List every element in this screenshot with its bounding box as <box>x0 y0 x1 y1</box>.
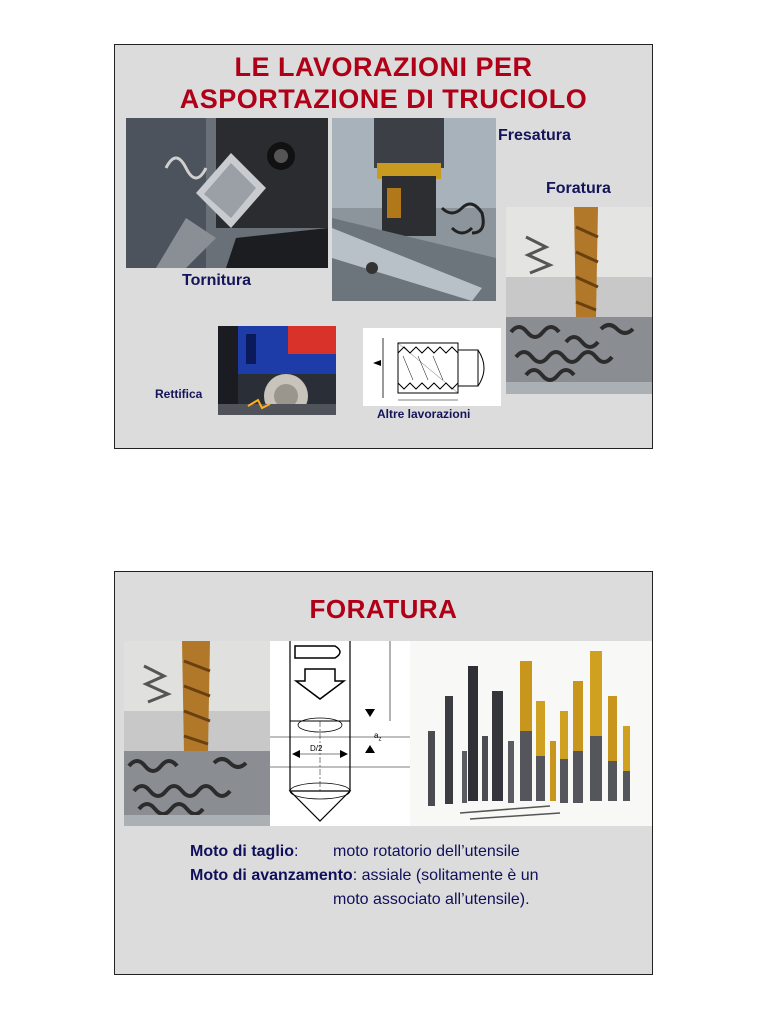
tornitura-label: Tornitura <box>182 272 252 289</box>
diagram-label-az <box>374 731 381 743</box>
diagram-label-a-sub: z <box>378 736 382 743</box>
slide-foratura <box>114 571 653 975</box>
slide-lavorazioni <box>114 44 653 449</box>
fresatura-label: Fresatura <box>498 127 571 144</box>
drill-bits-photo <box>410 641 653 826</box>
foratura-photo <box>506 207 653 394</box>
diagram-label-a: a <box>374 731 379 740</box>
moto-taglio-term: Moto di taglio <box>190 843 294 860</box>
slide1-title-line2: ASPORTAZIONE DI TRUCIOLO <box>179 84 588 114</box>
moto-taglio-sep: : <box>293 843 299 860</box>
moto-avanzamento-desc2: moto associato all’utensile). <box>333 891 530 908</box>
diagram-label-d2: D/2 <box>310 744 323 753</box>
drill-schematic <box>270 641 410 826</box>
moto-avanzamento-row <box>190 864 539 888</box>
rettifica-photo <box>218 326 336 415</box>
slide1-title-line1: LE LAVORAZIONI PER <box>234 52 533 82</box>
moto-taglio-row <box>190 840 298 864</box>
foratura-label: Foratura <box>546 180 611 197</box>
moto-avanzamento-term: Moto di avanzamento <box>190 867 353 884</box>
moto-avanzamento-sep: : <box>352 867 358 884</box>
moto-avanzamento-desc: assiale (solitamente è un <box>357 867 539 884</box>
moto-taglio-desc: moto rotatorio dell’utensile <box>333 843 520 860</box>
altre-lavorazioni-label: Altre lavorazioni <box>377 407 471 421</box>
altre-lavorazioni-diagram <box>363 328 501 406</box>
tornitura-photo <box>126 118 328 268</box>
slide1-title <box>115 51 652 115</box>
foratura-photo-2 <box>124 641 270 826</box>
slide2-title: FORATURA <box>309 594 458 624</box>
rettifica-label: Rettifica <box>155 387 203 401</box>
fresatura-photo <box>332 118 496 301</box>
